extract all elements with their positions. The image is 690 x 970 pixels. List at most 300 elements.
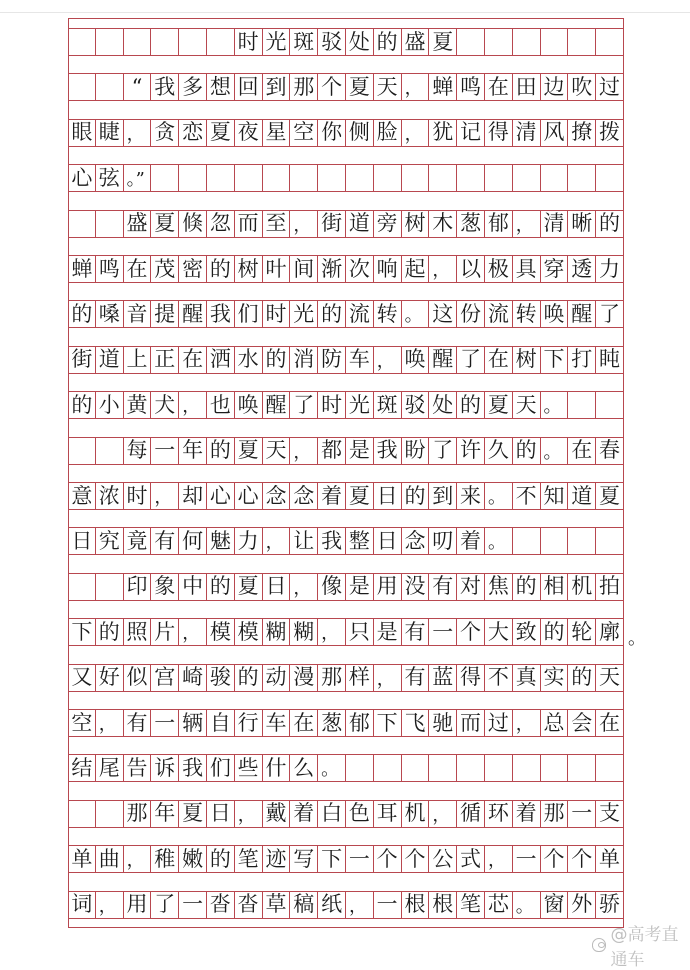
- grid-cell: 风: [541, 120, 569, 146]
- grid-cell: 意: [68, 483, 96, 509]
- title-char: 处: [346, 29, 374, 55]
- grid-cell: 时: [263, 301, 291, 327]
- grid-cell: 过: [596, 74, 624, 100]
- grid-cell: 崎: [179, 665, 207, 691]
- grid-cell: 醒: [263, 392, 291, 418]
- grid-cell: 的: [68, 301, 96, 327]
- grid-cell: 式: [457, 846, 485, 872]
- grid-cell: 词: [68, 892, 96, 918]
- grid-cell: 想: [207, 74, 235, 100]
- grid-cell: 的: [207, 846, 235, 872]
- grid-cell: 念: [402, 528, 430, 554]
- empty-grid-cell: [596, 165, 624, 191]
- grid-cell: 力: [235, 528, 263, 554]
- empty-grid-cell: [151, 165, 179, 191]
- title-char: 的: [374, 29, 402, 55]
- grid-cell: ，: [374, 665, 402, 691]
- empty-grid-cell: [429, 165, 457, 191]
- grid-cell: 是: [374, 619, 402, 645]
- empty-grid-cell: [68, 801, 96, 827]
- grid-cell: 我: [318, 528, 346, 554]
- grid-cell: 小: [96, 392, 124, 418]
- grid-cell: 照: [124, 619, 152, 645]
- empty-grid-cell: [96, 29, 124, 55]
- grid-cell: 飞: [402, 710, 430, 736]
- empty-grid-cell: [96, 801, 124, 827]
- grid-cell: 自: [207, 710, 235, 736]
- grid-cell: 响: [374, 256, 402, 282]
- empty-grid-cell: [513, 29, 541, 55]
- grid-cell: 根: [402, 892, 430, 918]
- grid-cell: 天: [263, 438, 291, 464]
- grid-cell: 日: [263, 574, 291, 600]
- grid-row: [68, 618, 624, 646]
- grid-cell: 天: [596, 665, 624, 691]
- grid-cell: 盼: [402, 438, 430, 464]
- grid-cell: 那: [541, 801, 569, 827]
- grid-cell: 极: [485, 256, 513, 282]
- empty-grid-cell: [457, 165, 485, 191]
- grid-cell: 拍: [596, 574, 624, 600]
- grid-cell: 盹: [596, 347, 624, 373]
- grid-cell: 蝉: [68, 256, 96, 282]
- grid-cell: 一: [374, 892, 402, 918]
- grid-cell: 念: [290, 483, 318, 509]
- grid-cell: 弦: [96, 165, 124, 191]
- grid-cell: 心: [68, 165, 96, 191]
- grid-cell: 机: [568, 574, 596, 600]
- grid-cell: 都: [318, 438, 346, 464]
- grid-cell: 了: [290, 392, 318, 418]
- grid-cell: 个: [402, 846, 430, 872]
- empty-grid-cell: [235, 165, 263, 191]
- grid-cell: 不: [513, 483, 541, 509]
- grid-cell: 空: [290, 120, 318, 146]
- grid-cell: 致: [513, 619, 541, 645]
- grid-cell: 夏: [151, 211, 179, 237]
- grid-cell: 这: [429, 301, 457, 327]
- empty-grid-cell: [346, 755, 374, 781]
- grid-cell: 时: [318, 392, 346, 418]
- grid-cell: 稚: [151, 846, 179, 872]
- empty-grid-cell: [541, 755, 569, 781]
- grid-cell: 只: [346, 619, 374, 645]
- grid-cell: 了: [429, 438, 457, 464]
- grid-cell: 循: [457, 801, 485, 827]
- grid-cell: 沓: [207, 892, 235, 918]
- grid-cell: 像: [318, 574, 346, 600]
- grid-cell: 个: [457, 619, 485, 645]
- grid-cell: 窗: [541, 892, 569, 918]
- grid-cell: 总: [541, 710, 569, 736]
- empty-grid-cell: [568, 392, 596, 418]
- grid-cell: 撩: [568, 120, 596, 146]
- grid-cell: 倏: [179, 211, 207, 237]
- grid-cell: 糊: [290, 619, 318, 645]
- grid-cell: 什: [263, 755, 291, 781]
- empty-grid-cell: [541, 165, 569, 191]
- grid-cell: 叶: [263, 256, 291, 282]
- grid-cell: 贪: [151, 120, 179, 146]
- weibo-icon: [592, 938, 606, 952]
- grid-cell: 夏: [346, 74, 374, 100]
- grid-cell: 大: [485, 619, 513, 645]
- grid-cell: 葱: [457, 211, 485, 237]
- grid-row: [68, 482, 624, 510]
- grid-cell: 水: [235, 347, 263, 373]
- grid-cell: 而: [457, 710, 485, 736]
- grid-cell: 我: [151, 74, 179, 100]
- grid-cell: 清: [541, 211, 569, 237]
- grid-cell: 街: [318, 211, 346, 237]
- grid-row: [68, 73, 624, 101]
- empty-grid-cell: [374, 165, 402, 191]
- grid-cell: 用: [374, 574, 402, 600]
- grid-cell: 得: [457, 665, 485, 691]
- grid-cell: 密: [179, 256, 207, 282]
- grid-cell: 漫: [290, 665, 318, 691]
- grid-cell: 驳: [402, 392, 430, 418]
- grid-cell: 心: [235, 483, 263, 509]
- grid-cell: 日: [68, 528, 96, 554]
- grid-cell: 心: [207, 483, 235, 509]
- grid-cell: “: [124, 74, 152, 100]
- empty-grid-cell: [151, 29, 179, 55]
- grid-cell: 着: [513, 801, 541, 827]
- grid-cell: 晰: [568, 211, 596, 237]
- grid-cell: 不: [485, 665, 513, 691]
- grid-cell: 们: [235, 301, 263, 327]
- grid-cell: 浓: [96, 483, 124, 509]
- grid-cell: 单: [596, 846, 624, 872]
- grid-cell: 鸣: [457, 74, 485, 100]
- grid-cell: 外: [568, 892, 596, 918]
- empty-grid-cell: [96, 74, 124, 100]
- grid-cell: 。: [318, 755, 346, 781]
- grid-cell: 。: [541, 438, 569, 464]
- grid-cell: 片: [151, 619, 179, 645]
- grid-cell: 的: [318, 301, 346, 327]
- grid-cell: 公: [429, 846, 457, 872]
- grid-cell: 道: [346, 211, 374, 237]
- grid-cell: 稿: [290, 892, 318, 918]
- grid-cell: 对: [457, 574, 485, 600]
- grid-cell: 旁: [374, 211, 402, 237]
- grid-cell: 提: [151, 301, 179, 327]
- grid-cell: 眼: [68, 120, 96, 146]
- empty-grid-cell: [96, 574, 124, 600]
- empty-grid-cell: [179, 29, 207, 55]
- grid-cell: 具: [513, 256, 541, 282]
- grid-cell: 我: [179, 755, 207, 781]
- grid-cell: 过: [485, 710, 513, 736]
- grid-cell: 至: [263, 211, 291, 237]
- grid-cell: 一: [568, 801, 596, 827]
- grid-cell: 日: [374, 483, 402, 509]
- empty-grid-cell: [596, 392, 624, 418]
- empty-grid-cell: [290, 165, 318, 191]
- grid-cell: 的: [541, 619, 569, 645]
- grid-row: [68, 891, 624, 919]
- empty-grid-cell: [374, 755, 402, 781]
- empty-grid-cell: [485, 165, 513, 191]
- grid-cell: 一: [513, 846, 541, 872]
- empty-grid-cell: [568, 29, 596, 55]
- grid-cell: 了: [596, 301, 624, 327]
- grid-cell: 到: [263, 74, 291, 100]
- grid-row: [68, 255, 624, 283]
- grid-cell: 你: [318, 120, 346, 146]
- grid-cell: 在: [485, 347, 513, 373]
- grid-cell: 力: [596, 256, 624, 282]
- title-char: 光: [263, 29, 291, 55]
- grid-cell: 轮: [568, 619, 596, 645]
- grid-cell: 宫: [151, 665, 179, 691]
- grid-cell: 的: [568, 665, 596, 691]
- grid-cell: 份: [457, 301, 485, 327]
- grid-cell: 流: [346, 301, 374, 327]
- grid-row: [68, 119, 624, 147]
- grid-cell: 犹: [429, 120, 457, 146]
- grid-cell: 透: [568, 256, 596, 282]
- empty-grid-cell: [568, 165, 596, 191]
- grid-cell: 脸: [374, 120, 402, 146]
- title-char: 驳: [318, 29, 346, 55]
- grid-cell: 。: [402, 301, 430, 327]
- empty-grid-cell: [596, 528, 624, 554]
- grid-cell: ，: [513, 710, 541, 736]
- empty-grid-cell: [568, 755, 596, 781]
- grid-cell: 骄: [596, 892, 624, 918]
- grid-cell: 根: [429, 892, 457, 918]
- grid-cell: 在: [485, 74, 513, 100]
- grid-cell: 是: [346, 574, 374, 600]
- grid-cell: 下: [541, 347, 569, 373]
- grid-cell: 夏: [346, 483, 374, 509]
- grid-cell: 告: [124, 755, 152, 781]
- empty-grid-cell: [457, 755, 485, 781]
- empty-grid-cell: [263, 165, 291, 191]
- grid-cell: 转: [513, 301, 541, 327]
- grid-cell: 嗓: [96, 301, 124, 327]
- grid-cell: 嫩: [179, 846, 207, 872]
- grid-cell: 夏: [596, 483, 624, 509]
- grid-cell: ，: [374, 347, 402, 373]
- grid-cell: 竟: [124, 528, 152, 554]
- grid-cell: 的: [207, 438, 235, 464]
- grid-cell: 是: [346, 438, 374, 464]
- overflow-punctuation: 。: [628, 628, 646, 650]
- grid-cell: 木: [429, 211, 457, 237]
- grid-cell: 消: [290, 347, 318, 373]
- grid-cell: 吹: [568, 74, 596, 100]
- empty-grid-cell: [68, 211, 96, 237]
- empty-grid-cell: [179, 165, 207, 191]
- grid-cell: 一: [346, 846, 374, 872]
- grid-cell: 上: [124, 347, 152, 373]
- grid-cell: 以: [457, 256, 485, 282]
- grid-cell: 边: [541, 74, 569, 100]
- grid-row: [68, 664, 624, 692]
- grid-cell: 的: [513, 438, 541, 464]
- grid-row: [68, 210, 624, 238]
- grid-cell: 戴: [263, 801, 291, 827]
- grid-cell: 有: [124, 710, 152, 736]
- grid-cell: 的: [402, 483, 430, 509]
- grid-cell: 一: [151, 438, 179, 464]
- title-char: 时: [235, 29, 263, 55]
- grid-cell: ，: [513, 211, 541, 237]
- title-row: [68, 28, 624, 56]
- grid-cell: 支: [596, 801, 624, 827]
- grid-cell: 拨: [596, 120, 624, 146]
- grid-cell: ，: [124, 846, 152, 872]
- grid-cell: 真: [513, 665, 541, 691]
- empty-grid-cell: [513, 528, 541, 554]
- grid-cell: 树: [513, 347, 541, 373]
- grid-cell: 正: [151, 347, 179, 373]
- grid-row: [68, 164, 624, 192]
- grid-cell: 斑: [374, 392, 402, 418]
- grid-cell: 结: [68, 755, 96, 781]
- grid-cell: 洒: [207, 347, 235, 373]
- grid-row: [68, 754, 624, 782]
- grid-cell: 一: [151, 710, 179, 736]
- grid-cell: ，: [290, 438, 318, 464]
- grid-row: [68, 300, 624, 328]
- grid-cell: 我: [207, 301, 235, 327]
- grid-cell: 处: [429, 392, 457, 418]
- grid-cell: 唤: [541, 301, 569, 327]
- grid-cell: 车: [263, 710, 291, 736]
- grid-cell: ，: [402, 120, 430, 146]
- grid-cell: 机: [402, 801, 430, 827]
- grid-cell: 糊: [263, 619, 291, 645]
- grid-cell: ，: [179, 619, 207, 645]
- grid-cell: 着: [457, 528, 485, 554]
- grid-cell: 流: [485, 301, 513, 327]
- grid-cell: 许: [457, 438, 485, 464]
- grid-cell: 醒: [429, 347, 457, 373]
- grid-cell: 恋: [179, 120, 207, 146]
- grid-cell: 次: [346, 256, 374, 282]
- empty-grid-cell: [96, 438, 124, 464]
- grid-cell: 得: [485, 120, 513, 146]
- grid-cell: 一: [179, 892, 207, 918]
- grid-cell: 单: [68, 846, 96, 872]
- grid-cell: 也: [207, 392, 235, 418]
- grid-cell: 空: [68, 710, 96, 736]
- empty-grid-cell: [429, 755, 457, 781]
- grid-cell: 郁: [346, 710, 374, 736]
- grid-cell: 尾: [96, 755, 124, 781]
- grid-cell: 在: [124, 256, 152, 282]
- grid-cell: ，: [124, 120, 152, 146]
- grid-cell: 沓: [235, 892, 263, 918]
- empty-grid-cell: [513, 755, 541, 781]
- grid-cell: 睫: [96, 120, 124, 146]
- grid-cell: 个: [541, 846, 569, 872]
- grid-cell: 黄: [124, 392, 152, 418]
- empty-grid-cell: [402, 165, 430, 191]
- grid-cell: ，: [179, 392, 207, 418]
- empty-grid-cell: [457, 29, 485, 55]
- grid-cell: 中: [179, 574, 207, 600]
- grid-cell: ，: [290, 574, 318, 600]
- grid-cell: 年: [179, 438, 207, 464]
- grid-cell: 。: [541, 392, 569, 418]
- grid-cell: 模: [207, 619, 235, 645]
- grid-cell: 醒: [179, 301, 207, 327]
- top-divider: [0, 12, 690, 13]
- grid-cell: 起: [402, 256, 430, 282]
- empty-grid-cell: [68, 74, 96, 100]
- watermark-text: @高考直通车: [610, 925, 679, 970]
- empty-grid-cell: [485, 755, 513, 781]
- grid-cell: 们: [207, 755, 235, 781]
- grid-cell: 有: [429, 574, 457, 600]
- grid-cell: 样: [346, 665, 374, 691]
- grid-row: [68, 800, 624, 828]
- grid-cell: 的: [263, 347, 291, 373]
- grid-cell: 的: [513, 574, 541, 600]
- grid-cell: 象: [151, 574, 179, 600]
- grid-cell: 茂: [151, 256, 179, 282]
- grid-cell: 。”: [124, 165, 152, 191]
- grid-cell: 又: [68, 665, 96, 691]
- grid-cell: 曲: [96, 846, 124, 872]
- grid-cell: 春: [596, 438, 624, 464]
- grid-cell: 转: [374, 301, 402, 327]
- grid-row: [68, 391, 624, 419]
- grid-row: [68, 573, 624, 601]
- title-char: 盛: [402, 29, 430, 55]
- grid-cell: 蓝: [429, 665, 457, 691]
- grid-cell: 究: [96, 528, 124, 554]
- grid-row: [68, 527, 624, 555]
- grid-cell: 个: [374, 846, 402, 872]
- grid-cell: 我: [374, 438, 402, 464]
- grid-cell: 田: [513, 74, 541, 100]
- grid-cell: 间: [290, 256, 318, 282]
- grid-cell: 一: [429, 619, 457, 645]
- grid-cell: 道: [96, 347, 124, 373]
- grid-cell: 树: [402, 211, 430, 237]
- grid-cell: 年: [151, 801, 179, 827]
- grid-cell: 草: [263, 892, 291, 918]
- grid-cell: 骏: [207, 665, 235, 691]
- grid-row: [68, 845, 624, 873]
- grid-cell: 鸣: [96, 256, 124, 282]
- grid-cell: 下: [68, 619, 96, 645]
- grid-cell: ，: [346, 892, 374, 918]
- title-char: 斑: [290, 29, 318, 55]
- grid-cell: 。: [485, 483, 513, 509]
- grid-cell: 似: [124, 665, 152, 691]
- grid-cell: ，: [402, 74, 430, 100]
- grid-cell: 印: [124, 574, 152, 600]
- grid-cell: 的: [68, 392, 96, 418]
- empty-grid-cell: [513, 165, 541, 191]
- grid-cell: 写: [290, 846, 318, 872]
- grid-cell: ，: [151, 483, 179, 509]
- grid-cell: 焦: [485, 574, 513, 600]
- grid-cell: ，: [263, 528, 291, 554]
- grid-cell: 在: [596, 710, 624, 736]
- grid-cell: 的: [596, 211, 624, 237]
- grid-cell: 树: [235, 256, 263, 282]
- grid-cell: 久: [485, 438, 513, 464]
